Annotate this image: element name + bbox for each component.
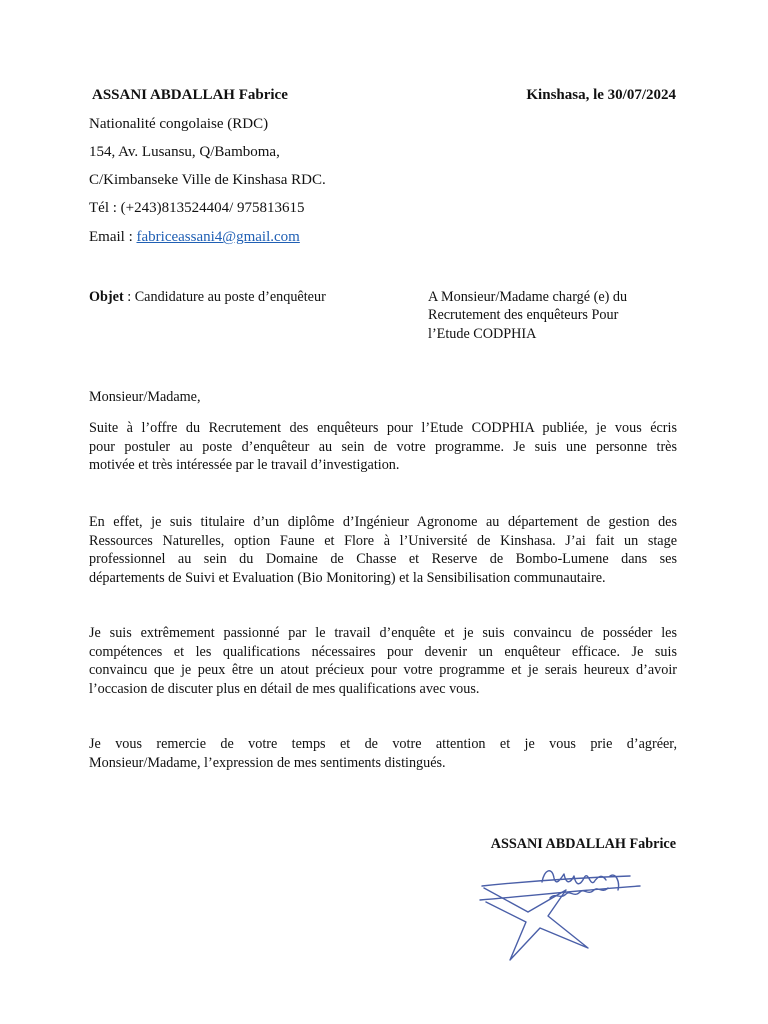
object-text: : Candidature au poste d’enquêteur bbox=[123, 289, 326, 305]
paragraph-3 bbox=[89, 624, 677, 698]
recipient-line2: Recrutement des enquêteurs Pour bbox=[428, 307, 619, 323]
paragraph-line: pour postuler au poste d’enquêteur au sein de votre programme. Je suis une personne très bbox=[89, 438, 677, 455]
sender-email-row bbox=[89, 229, 300, 246]
sender-address-line1: 154, Av. Lusansu, Q/Bamboma, bbox=[89, 144, 280, 160]
recipient-line1: A Monsieur/Madame chargé (e) du bbox=[428, 289, 628, 305]
object-label: Objet bbox=[89, 289, 124, 305]
email-label: Email : bbox=[89, 229, 137, 245]
signature-name: ASSANI ABDALLAH Fabrice bbox=[490, 836, 676, 852]
paragraph-line: Ressources Naturelles, option Faune et Flore à l’Université de Kinshasa. J’ai fait un stage bbox=[89, 532, 677, 549]
paragraph-line: départements de Suivi et Evaluation (Bio Monitoring) et la Sensibilisation communautaire. bbox=[89, 569, 606, 586]
email-link[interactable]: fabriceassani4@gmail.com bbox=[136, 229, 300, 245]
paragraph-4 bbox=[89, 735, 677, 772]
sender-phone: Tél : (+243)813524404/ 975813615 bbox=[89, 200, 305, 216]
paragraph-line: compétences et les qualifications nécessaires pour devenir un enquêteur efficace. Je suis bbox=[89, 643, 677, 660]
paragraph-1 bbox=[89, 419, 677, 475]
sender-nationality: Nationalité congolaise (RDC) bbox=[89, 116, 269, 132]
paragraph-line: Monsieur/Madame, l’expression de mes sentiments distingués. bbox=[89, 754, 446, 771]
paragraph-line: professionnel au sein du Domaine de Chasse et Reserve de Bombo-Lumene dans ses bbox=[89, 551, 677, 567]
object-line bbox=[89, 289, 326, 306]
salutation: Monsieur/Madame, bbox=[89, 389, 201, 405]
place-date: Kinshasa, le 30/07/2024 bbox=[526, 87, 676, 103]
handwritten-signature bbox=[470, 856, 670, 976]
paragraph-line: Suite à l’offre du Recrutement des enquêteurs pour l’Etude CODPHIA publiée, je vous écris bbox=[89, 420, 677, 436]
paragraph-line: motivée et très intéressée par le travail d’investigation. bbox=[89, 457, 400, 473]
paragraph-line: Je suis extrêmement passionné par le travail d’enquête et je suis convaincu de posséder les bbox=[89, 625, 677, 641]
paragraph-2 bbox=[89, 513, 677, 587]
paragraph-line: En effet, je suis titulaire d’un diplôme d’Ingénieur Agronome au département de gestion des bbox=[89, 514, 677, 530]
recipient-line3: l’Etude CODPHIA bbox=[428, 326, 537, 342]
sender-name: ASSANI ABDALLAH Fabrice bbox=[92, 87, 288, 103]
sender-address-line2: C/Kimbanseke Ville de Kinshasa RDC. bbox=[89, 172, 326, 188]
paragraph-line: convaincu que je peux être un atout précieux pour votre programme et je serais heureux d’avoir bbox=[89, 662, 677, 678]
paragraph-line: Je vous remercie de votre temps et de votre attention et je vous prie d’agréer, bbox=[89, 736, 677, 752]
paragraph-line: l’occasion de discuter plus en détail de mes qualifications avec vous. bbox=[89, 680, 480, 697]
